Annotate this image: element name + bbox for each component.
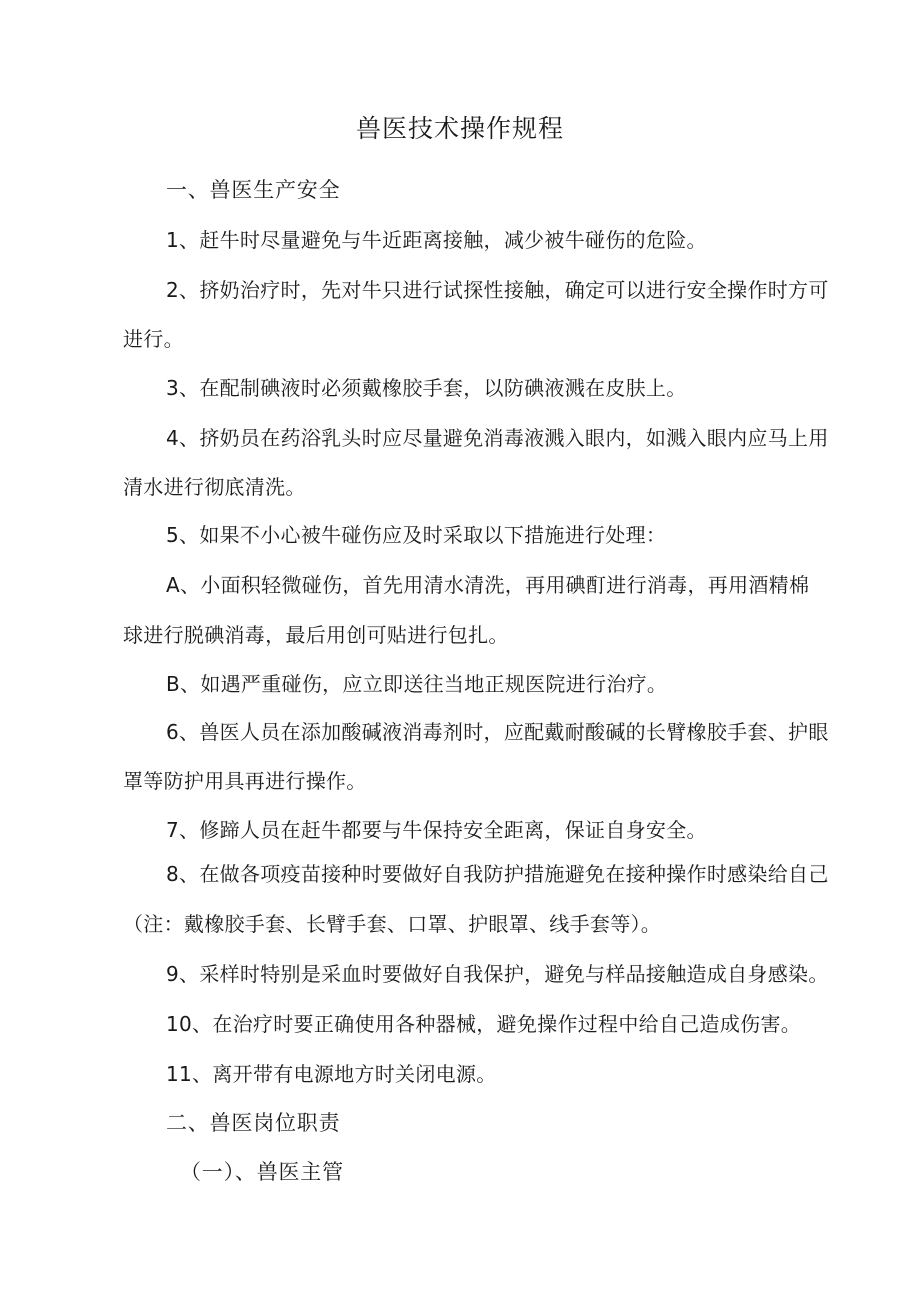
document-title: 兽医技术操作规程 (355, 114, 564, 143)
paragraph-line: 清水进行彻底清洗。 (123, 475, 306, 499)
paragraph-line: 3、在配制碘液时必须戴橡胶手套，以防碘液溅在皮肤上。 (166, 376, 687, 400)
subsection-heading: （一）、兽医主管 (180, 1160, 344, 1184)
paragraph-line: 进行。 (123, 327, 184, 351)
paragraph-line: （注：戴橡胶手套、长臂手套、口罩、护眼罩、线手套等）。 (123, 912, 662, 936)
paragraph-line: 5、如果不小心被牛碰伤应及时采取以下措施进行处理： (166, 523, 667, 547)
paragraph-line: 7、修蹄人员在赶牛都要与牛保持安全距离，保证自身安全。 (166, 818, 707, 842)
paragraph-line: B、如遇严重碰伤，应立即送往当地正规医院进行治疗。 (166, 672, 668, 696)
paragraph-line: 9、采样时特别是采血时要做好自我保护，避免与样品接触造成自身感染。 (166, 962, 829, 986)
paragraph-line: A、小面积轻微碰伤，首先用清水清洗，再用碘酊进行消毒，再用酒精棉 (166, 573, 810, 597)
paragraph-line: 2、挤奶治疗时，先对牛只进行试探性接触，确定可以进行安全操作时方可 (166, 278, 829, 302)
paragraph-line: 11、离开带有电源地方时关闭电源。 (166, 1062, 497, 1086)
section-heading: 二、兽医岗位职责 (166, 1111, 341, 1135)
paragraph-line: 罩等防护用具再进行操作。 (123, 769, 367, 793)
paragraph-line: 4、挤奶员在药浴乳头时应尽量避免消毒液溅入眼内，如溅入眼内应马上用 (166, 426, 829, 450)
paragraph-line: 球进行脱碘消毒，最后用创可贴进行包扎。 (123, 623, 509, 647)
paragraph-line: 1、赶牛时尽量避免与牛近距离接触，减少被牛碰伤的危险。 (166, 228, 707, 252)
paragraph-line: 10、在治疗时要正确使用各种器械，避免操作过程中给自己造成伤害。 (166, 1012, 802, 1036)
paragraph-line: 8、在做各项疫苗接种时要做好自我防护措施避免在接种操作时感染给自己 (166, 862, 829, 886)
section-heading: 一、兽医生产安全 (166, 178, 341, 202)
paragraph-line: 6、兽医人员在添加酸碱液消毒剂时，应配戴耐酸碱的长臂橡胶手套、护眼 (166, 720, 829, 744)
